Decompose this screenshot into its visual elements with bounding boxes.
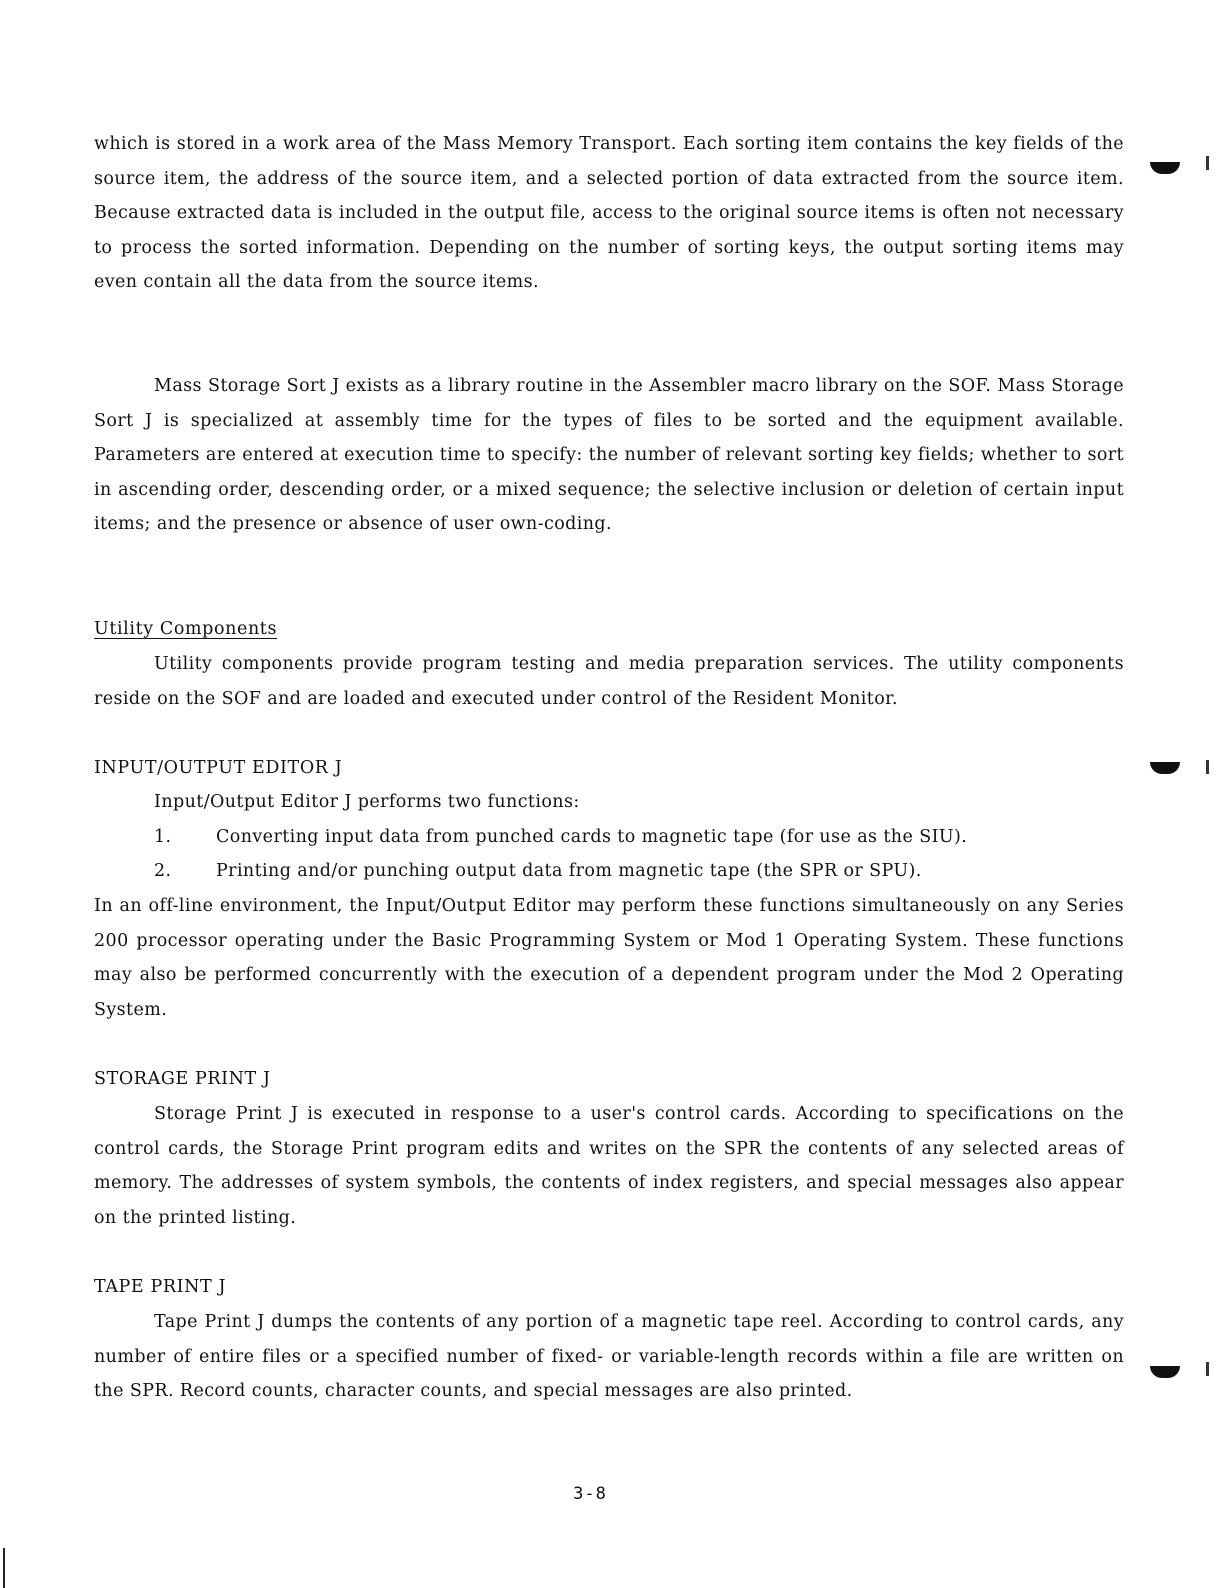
list-item-text: Printing and/or punching output data from magnetic tape (the SPR or SPU).: [216, 861, 922, 881]
storage-print-heading: STORAGE PRINT J: [94, 1069, 271, 1089]
list-item: [94, 854, 1124, 889]
tape-print-heading: TAPE PRINT J: [94, 1277, 227, 1297]
intro-paragraph: which is stored in a work area of the Mass Memory Transport. Each sorting item contains the key fields of the source item, the address of the source item, and a selected portion of data extracted from the source item. Because extracted data is included in the output file, access to the original source items is often not necessary to process the sorted information. Depending on the number of sorting keys, the output sorting items may even contain all the data from the source items.: [94, 134, 1124, 293]
io-editor-intro: Input/Output Editor J performs two functions:: [154, 792, 580, 812]
io-editor-heading: INPUT/OUTPUT EDITOR J: [94, 758, 343, 778]
utility-components-paragraph: Utility components provide program testing and media preparation services. The utility components reside on the SOF and are loaded and executed under control of the Resident Monitor.: [94, 654, 1124, 709]
utility-components-heading: [94, 612, 1124, 646]
edge-mark: [1206, 760, 1209, 774]
mass-storage-sort-paragraph: Mass Storage Sort J exists as a library routine in the Assembler macro library on the SOF. Mass Storage Sort J is specialized at assembly time for the types of files to be sorted and the equipment available. Parameters are entered at execution time to specify: the number of relevant sorting key fields; whether to sort in ascending order, descending order, or a mixed sequence; the selective inclusion or deletion of certain input items; and the presence or absence of user own-coding.: [94, 376, 1124, 535]
binder-hole-mark: [1150, 162, 1180, 174]
list-item-number: 1.: [154, 827, 172, 847]
utility-components-heading-text: Utility Components: [94, 619, 278, 639]
page-number: 3-8: [573, 1484, 607, 1504]
tape-print-paragraph: Tape Print J dumps the contents of any portion of a magnetic tape reel. According to control cards, any number of entire files or a specified number of fixed- or variable-length records within a file are written on the SPR. Record counts, character counts, and special messages are also printed.: [94, 1312, 1124, 1402]
list-item-text: Converting input data from punched cards to magnetic tape (for use as the SIU).: [216, 827, 968, 847]
scan-edge-line: [3, 1548, 5, 1588]
binder-hole-mark: [1150, 762, 1180, 774]
binder-hole-mark: [1150, 1366, 1180, 1378]
list-item-number: 2.: [154, 861, 172, 881]
io-editor-paragraph: In an off-line environment, the Input/Output Editor may perform these functions simultaneously on any Series 200 processor operating under the Basic Programming System or Mod 1 Operating System. These functions may also be performed concurrently with the execution of a dependent program under the Mod 2 Operating System.: [94, 896, 1124, 1020]
list-item: [94, 820, 1124, 855]
storage-print-paragraph: Storage Print J is executed in response to a user's control cards. According to specifications on the control cards, the Storage Print program edits and writes on the SPR the contents of any selected areas of memory. The addresses of system symbols, the contents of index registers, and special messages also appear on the printed listing.: [94, 1104, 1124, 1228]
edge-mark: [1206, 1362, 1209, 1376]
edge-mark: [1206, 156, 1209, 170]
